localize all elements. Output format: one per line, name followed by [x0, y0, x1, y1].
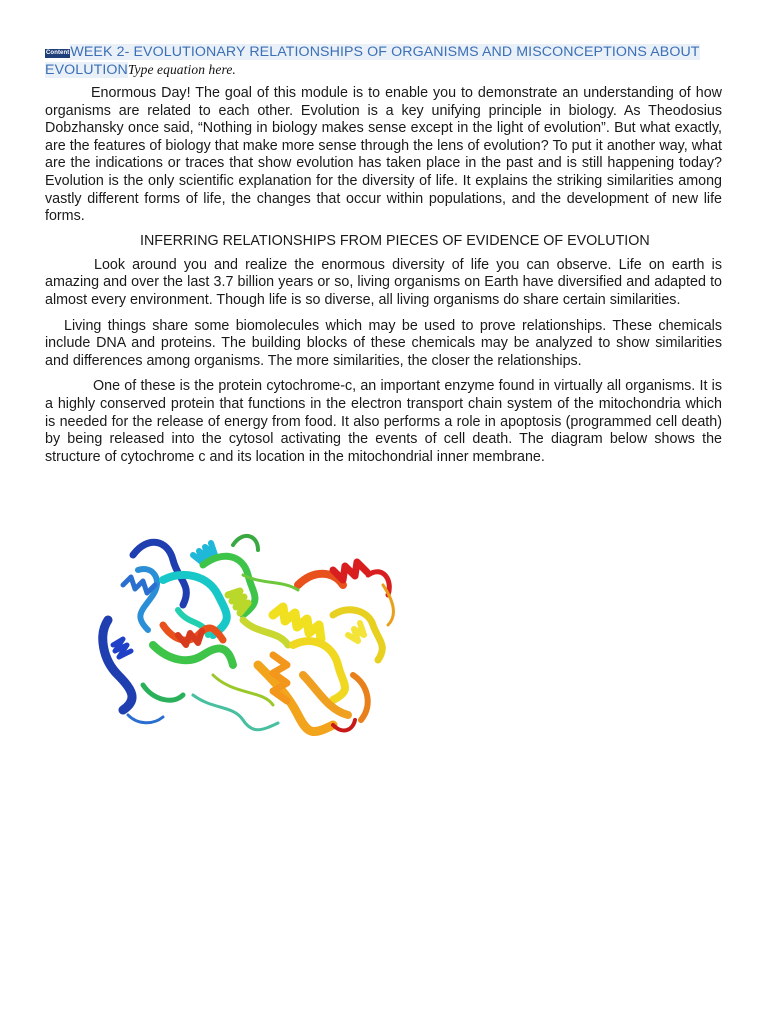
equation-placeholder[interactable]: Type equation here. [127, 62, 236, 77]
cytochrome-paragraph: One of these is the protein cytochrome-c, an important enzyme found in virtually all organisms. It is a highly conserved protein that functions in the electron transport chain system of the mitochondria which is needed for the release of energy from food. It also performs a role in apoptosis (programmed cell death) by being released into the cytosol activating the events of cell death. The diagram below shows the structure of cytochrome c and its location in the mitochondrial inner membrane. [45, 378, 722, 465]
biomolecules-paragraph: Living things share some biomolecules which may be used to prove relationships. These chemicals include DNA and proteins. The building blocks of these chemicals may be analyzed to show similarities and differences among organisms. The more similarities, the closer the relationships. [45, 317, 722, 369]
document-page [45, 44, 722, 466]
section-heading: INFERRING RELATIONSHIPS FROM PIECES OF EVIDENCE OF EVOLUTION [140, 232, 650, 249]
content-control-tag[interactable]: Content [46, 50, 70, 56]
intro-paragraph: Enormous Day! The goal of this module is to enable you to demonstrate an understanding of how organisms are related to each other. Evolution is a key unifying principle in biology. As Theodosius Dobzhansky once said, “Nothing in biology makes sense except in the light of evolution”. But what exactly, are the features of biology that make more sense through the lens of evolution? To put it another way, what are the indications or traces that show evolution has taken place in the past and is still happening today? Evolution is the only scientific explanation for the diversity of life. It explains the striking similarities among vastly different forms of life, the changes that occur within populations, and the development of new life forms. [45, 85, 722, 225]
document-title [45, 44, 722, 79]
diversity-paragraph: Look around you and realize the enormous diversity of life you can observe. Life on earth is amazing and over the last 3.7 billion years or so, living organisms on Earth have diversified and adapted to almost every environment. Though life is so diverse, all living organisms do share certain similarities. [45, 256, 722, 308]
cytochrome-c-structure-image [93, 525, 405, 745]
title-part-2: EVOLUTION [45, 62, 128, 78]
title-part-1: WEEK 2- EVOLUTIONARY RELATIONSHIPS OF ORGANISMS AND MISCONCEPTIONS ABOUT [70, 44, 700, 60]
protein-ribbon-diagram [93, 525, 405, 745]
